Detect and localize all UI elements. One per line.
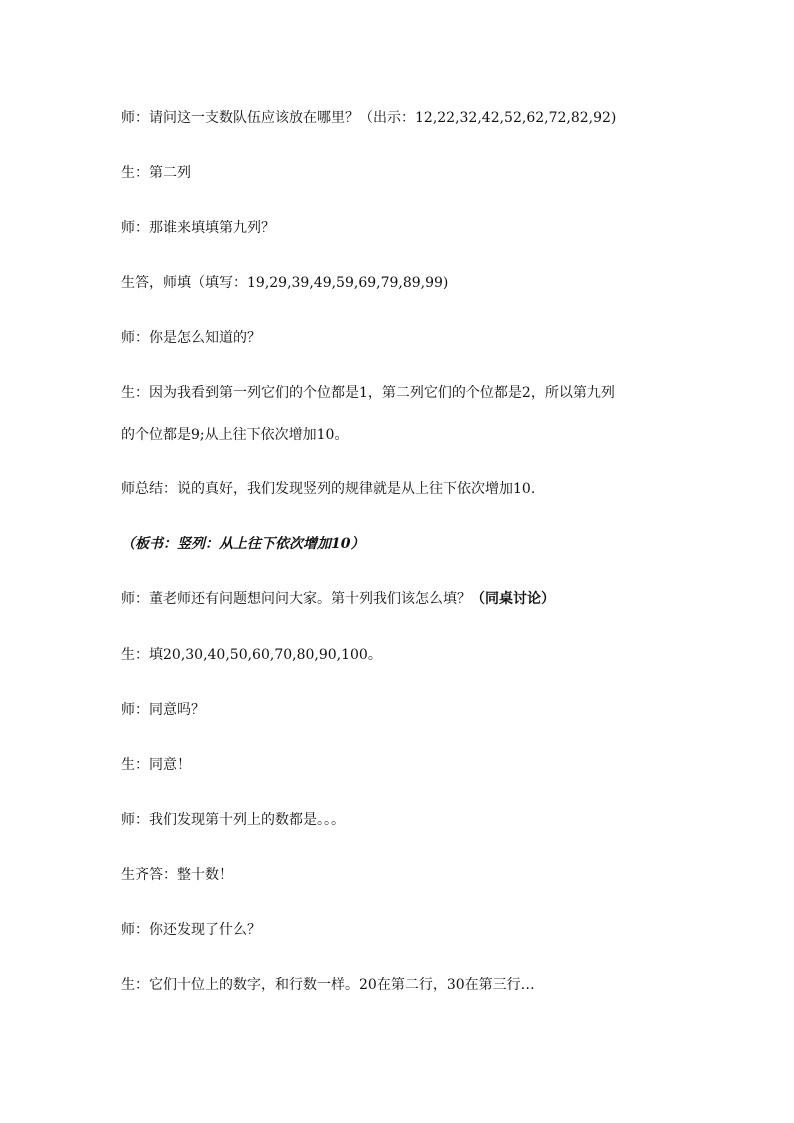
line-text: 整十数！ [177, 867, 233, 883]
line-text: 你还发现了什么？ [149, 922, 261, 938]
line-text: 同意！ [149, 757, 191, 773]
speaker-label: 师： [121, 702, 149, 718]
line-text: 的个位都是9;从上往下依次增加10。 [121, 427, 349, 443]
speaker-label: 师： [121, 330, 149, 346]
dialogue-line [121, 975, 535, 995]
dialogue-line [121, 920, 261, 940]
line-text: 那谁来填填第九列？ [149, 220, 275, 236]
line-text: 你是怎么知道的？ [149, 330, 261, 346]
line-text: 请问这一支数队伍应该放在哪里？（出示：12,22,32,42,52,62,72,82,92) [149, 110, 617, 126]
line-text: 我们发现第十列上的数都是。。。 [149, 812, 345, 828]
dialogue-line [121, 163, 191, 183]
dialogue-line [121, 589, 555, 609]
line-text: 同意吗？ [149, 702, 205, 718]
speaker-label: 生： [121, 165, 149, 181]
dialogue-line [121, 218, 275, 238]
dialogue-line [121, 108, 616, 128]
line-text: （板书：竖列：从上往下依次增加10） [121, 536, 365, 552]
dialogue-line [121, 755, 191, 775]
line-text: 说的真好，我们发现竖列的规律就是从上往下依次增加10. [177, 481, 536, 497]
dialogue-line [121, 383, 615, 403]
speaker-label: 师： [121, 591, 149, 607]
speaker-label: 师： [121, 812, 149, 828]
dialogue-line [121, 865, 233, 885]
speaker-label: 生齐答： [121, 867, 177, 883]
speaker-label: 师： [121, 922, 149, 938]
speaker-label: 生： [121, 757, 149, 773]
dialogue-line [121, 479, 535, 499]
speaker-label: 师： [121, 110, 149, 126]
speaker-label: 师： [121, 220, 149, 236]
dialogue-line [121, 328, 261, 348]
line-text: 它们十位上的数字，和行数一样。20在第二行，30在第三行… [149, 977, 535, 993]
line-text: （填写：19,29,39,49,59,69,79,89,99) [191, 275, 449, 291]
line-text: 董老师还有问题想问问大家。第十列我们该怎么填？ [149, 591, 471, 607]
line-text: 因为我看到第一列它们的个位都是1，第二列它们的个位都是2，所以第九列 [149, 385, 615, 401]
discussion-note: （同桌讨论） [471, 591, 555, 607]
speaker-label: 生： [121, 385, 149, 401]
dialogue-line [121, 700, 205, 720]
speaker-label: 生： [121, 647, 149, 663]
dialogue-line [121, 645, 382, 665]
dialogue-line [121, 810, 345, 830]
line-text: 填20,30,40,50,60,70,80,90,100。 [149, 647, 382, 663]
line-text: 第二列 [149, 165, 191, 181]
speaker-label: 生： [121, 977, 149, 993]
dialogue-line-continuation [121, 425, 348, 445]
dialogue-line [121, 273, 448, 293]
speaker-label: 生答，师填 [121, 275, 191, 291]
speaker-label: 师总结： [121, 481, 177, 497]
blackboard-note [121, 534, 364, 554]
